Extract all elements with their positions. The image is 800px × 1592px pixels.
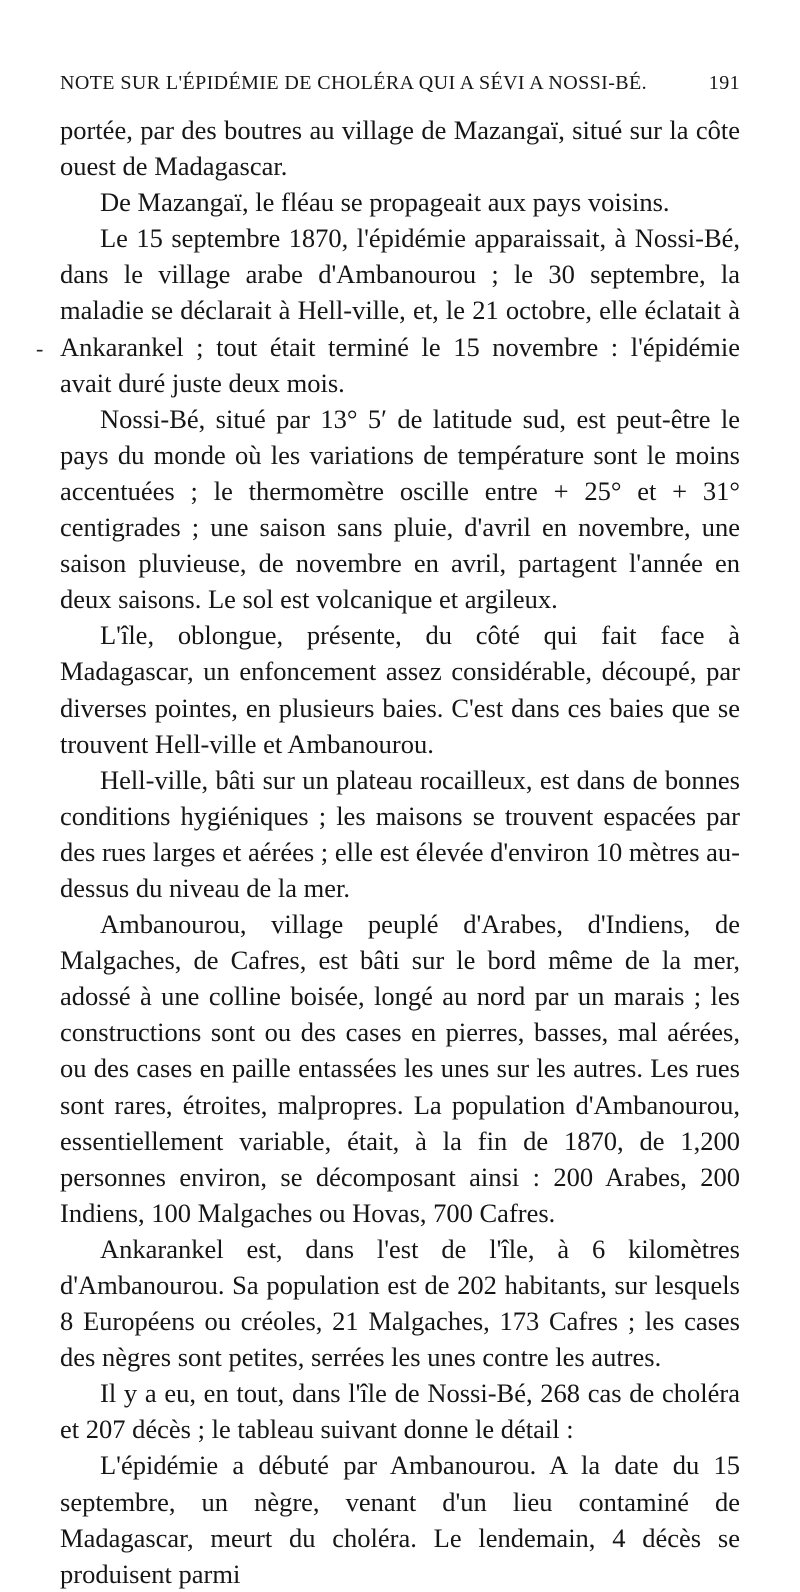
paragraph: L'île, oblongue, présente, du côté qui fait face à Madagascar, un enfoncement assez considérable, découpé, par diverses pointes, en plusieurs baies. C'est dans ces baies que se trouvent Hell-ville et Ambanourou. — [60, 620, 740, 759]
margin-dash: - — [36, 336, 44, 361]
page-header — [60, 72, 740, 108]
paragraph: Ankarankel est, dans l'est de l'île, à 6 kilomètres d'Ambanourou. Sa population est de 202 habitants, sur lesquels 8 Européens ou créoles, 21 Malgaches, 173 Cafres ; les cases des nègres sont petites, serrées les unes contre les autres. — [60, 1233, 740, 1373]
paragraph: portée, par des boutres au village de Mazangaï, situé sur la côte ouest de Madagascar. — [60, 115, 740, 182]
book-page — [60, 72, 740, 1592]
paragraph: Hell-ville, bâti sur un plateau rocailleux, est dans de bonnes conditions hygiéniques ; les maisons se trouvent espacées par des rues larges et aérées ; elle est élevée d'environ 10 mètres au-dessus du niveau de la mer. — [60, 764, 740, 903]
paragraph: Le 15 septembre 1870, l'épidémie apparaissait, à Nossi-Bé, dans le village arabe d'Ambanourou ; le 30 septembre, la maladie se déclarait à Hell-ville, et, le 21 octobre, elle éclatait à Ankarankel ; tout était terminé le 15 novembre : l'épidémie avait duré juste deux mois. — [60, 223, 740, 398]
paragraph: L'épidémie a débuté par Ambanourou. A la date du 15 septembre, un nègre, venant d'un lieu contaminé de Madagascar, meurt du choléra. Le lendemain, 4 décès se produisent parmi — [60, 1450, 740, 1589]
page-number: 191 — [708, 72, 740, 94]
paragraph: Nossi-Bé, situé par 13° 5′ de latitude sud, est peut-être le pays du monde où les variations de température sont le moins accentuées ; le thermomètre oscille entre + 25° et + 31° centigrades ; une saison sans pluie, d'avril en novembre, une saison pluvieuse, de novembre en avril, partagent l'année en deux saisons. Le sol est volcanique et argileux. — [60, 403, 740, 615]
body-text — [60, 112, 740, 1592]
paragraph: Il y a eu, en tout, dans l'île de Nossi-Bé, 268 cas de choléra et 207 décès ; le tableau suivant donne le détail : — [60, 1378, 740, 1445]
paragraph: Ambanourou, village peuplé d'Arabes, d'Indiens, de Malgaches, de Cafres, est bâti sur le bord même de la mer, adossé à une colline boisée, longé au nord par un marais ; les constructions sont ou des cases en pierres, basses, mal aérées, ou des cases en paille entassées les unes sur les autres. Les rues sont rares, étroites, malpropres. La population d'Ambanourou, essentiellement variable, était, à la fin de 1870, de 1,200 personnes environ, se décomposant ainsi : 200 Arabes, 200 Indiens, 100 Malgaches ou Hovas, 700 Cafres. — [60, 909, 740, 1228]
running-title: NOTE SUR L'ÉPIDÉMIE DE CHOLÉRA QUI A SÉVI A NOSSI-BÉ. — [60, 72, 648, 94]
paragraph: De Mazangaï, le fléau se propageait aux pays voisins. — [100, 187, 670, 218]
